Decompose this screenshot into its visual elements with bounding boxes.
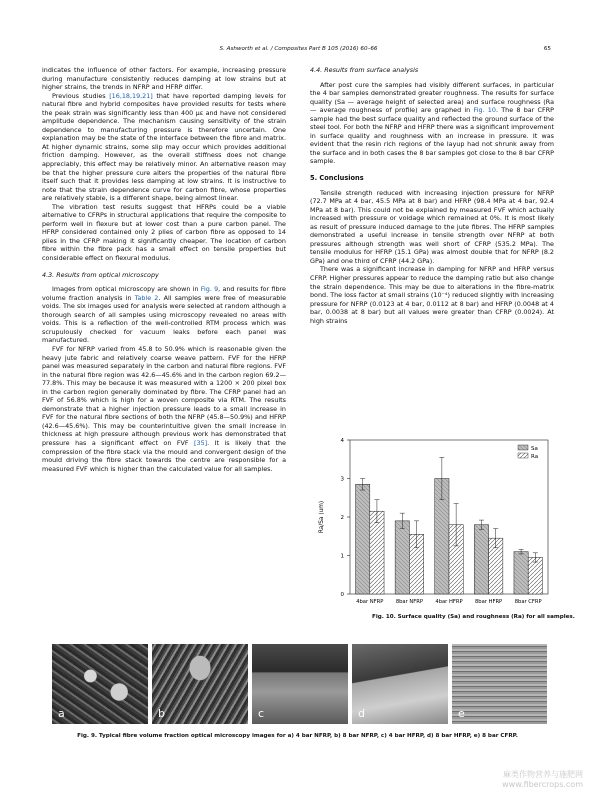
image-label: d xyxy=(358,707,365,720)
legend-swatch-sa xyxy=(518,445,528,450)
image-label: b xyxy=(158,707,165,720)
y-axis-label: Ra/Sa (um) xyxy=(319,500,325,534)
x-tick-label: 8bar HFRP xyxy=(475,599,503,605)
y-tick-label: 0 xyxy=(340,592,344,598)
citation-link[interactable]: [16,18,19,21] xyxy=(109,91,153,100)
x-tick-label: 8bar NFRP xyxy=(395,599,423,605)
paragraph: Tensile strength reduced with increasing injection pressure for NFRP (72.7 MPa at 4 bar, 45.5 MPa at 8 bar) and HFRP (98.4 MPa at 4 bar, 92.4 MPa at 8 bar). This could not be explained by measured FVF which actually increased with pressure or voidage which remained at 0%. It is most likely as result of pressure induced damage to the jute fibres. The HFRP samples demonstrated a useful increase in tensile strength over NFRP at both pressures although strength was well short of CFRP (535.2 MPa). The tensile modulus for HFRP (15.1 GPa) was almost double that for NFRP (8.2 GPa) and one third of CFRP (44.2 GPa). xyxy=(310,188,554,265)
microscopy-image-d xyxy=(352,644,448,724)
running-title: S. Ashworth et al. / Composites Part B 105 (2016) 60–66 xyxy=(219,46,378,52)
x-tick-label: 4bar HFRP xyxy=(435,599,463,605)
bar-sa xyxy=(474,525,488,594)
microscopy-image-a xyxy=(52,644,148,724)
table-link[interactable]: Table 2 xyxy=(134,293,159,302)
microscopy-image-strip xyxy=(52,644,547,724)
image-label: c xyxy=(258,707,265,720)
surface-quality-chart xyxy=(310,432,555,607)
watermark xyxy=(502,770,583,790)
legend-label: Ra xyxy=(531,454,539,460)
watermark-line: www.fibercrops.com xyxy=(502,780,583,789)
paragraph: Previous studies [16,18,19,21] that have reported damping levels for natural fibre and hybrid composites have provided results for tests where the peak strain was significantly less than 400 µε and have not considered amplitude dependence. The mechanism causing sensitivity of the strain dependence to manufacturing pressure is therefore uncertain. One explanation may be the state of the interface between the fibre and matrix. At higher dynamic strains, some slip may occur which provides additional friction damping. However, as the overall stiffness does not change appreciably, this effect may be relatively minor. An alternative reason may be that the higher pressure cure alters the properties of the natural fibre itself such that it provides less damping at low strains. It is instructive to note that the strain dependence curve for carbon fibre, whose properties are relatively stable, is a different shape, being almost linear. xyxy=(42,91,286,203)
section-heading: 4.3. Results from optical microscopy xyxy=(42,270,159,279)
microscopy-image-e xyxy=(452,644,547,724)
citation-link[interactable]: [35] xyxy=(194,438,208,447)
bar-sa xyxy=(395,521,409,594)
paragraph: FVF for NFRP varied from 45.8 to 50.9% which is reasonable given the heavy jute fabric and relatively coarse weave pattern. FVF for the HFRP panel was measured separately in the carbon and natural fibre regions. FVF in the natural fibre region was 42.6—45.6% and in the carbon region 69.2—77.8%. This may be because it was measured with a 1200 × 200 pixel box in the carbon region generally dominated by fibre. The CFRP panel had an FVF of 56.8% which is high for a woven composite via RTM. The results demonstrate that a higher injection pressure leads to a small increase in FVF for the natural fibre sections of both the NFRP (45.8—50.9%) and HFRP (42.6—45.6%). This may be counterintuitive given the small increase in thickness at high pressure although previous work has demonstrated that pressure has a significant effect on FVF [35]. It is likely that the compression of the fibre stack via the mould and convergent design of the mould driving the fibre stack towards the centre are responsible for a measured FVF which is higher than the calculated value for all samples. xyxy=(42,344,286,473)
figure-10-caption: Fig. 10. Surface quality (Sa) and roughness (Ra) for all samples. xyxy=(372,614,575,620)
page-number: 65 xyxy=(543,46,551,52)
microscopy-image-b xyxy=(152,644,248,724)
legend-label: Sa xyxy=(531,446,538,452)
paragraph: indicates the influence of other factors. For example, increasing pressure during manufacture consistently reduces damping at low strains but at higher strains, the trends in NFRP and HFRP differ. xyxy=(42,66,286,92)
image-label: a xyxy=(58,707,65,720)
section-heading: 4.4. Results from surface analysis xyxy=(310,66,419,74)
y-tick-label: 3 xyxy=(340,476,344,483)
section-heading: 5. Conclusions xyxy=(310,174,364,183)
legend-swatch-ra xyxy=(518,453,528,458)
microscopy-image-c xyxy=(252,644,348,724)
y-tick-label: 4 xyxy=(340,438,344,444)
paragraph: After post cure the samples had visibly different surfaces, in particular the 4 bar samples demonstrated greater roughness. The results for surface quality (Sa — average height of selected area) and surface roughness (Ra — average roughness of profile) are graphed in Fig. 10. The 8 bar CFRP sample had the best surface quality and reflected the ground surface of the steel tool. For both the NFRP and HFRP there was a significant improvement in surface quality and roughness with an increase in pressure. It was evident that the resin rich regions of the layup had not shrunk away from the surface and in both cases the 8 bar samples got close to the 8 bar CFRP sample. xyxy=(310,80,554,166)
right-column xyxy=(310,66,554,325)
y-tick-label: 1 xyxy=(340,553,344,560)
running-header xyxy=(46,46,551,58)
figure-link[interactable]: Fig. 9 xyxy=(200,285,219,294)
figure-9-caption: Fig. 9. Typical fibre volume fraction optical microscopy images for a) 4 bar NFRP, b) 8 bar NFRP, c) 4 bar HFRP, d) 8 bar HFRP, e) 8 bar CFRP. xyxy=(77,733,518,739)
figure-link[interactable]: Fig. 10 xyxy=(473,106,496,115)
paragraph: Images from optical microscopy are shown in Fig. 9, and results for fibre volume fraction analysis in Table 2. All samples were free of measurable voids. The six images used for analysis were selected at random although a thorough search of all samples using microscopy revealed no areas with voids. This is a reflection of the well-controlled RTM process which was scrupulously checked for vacuum leaks before each panel was manufactured. xyxy=(42,285,286,345)
watermark-line: 麻类作物营养与施肥网 xyxy=(503,770,583,779)
bar-sa xyxy=(356,484,370,594)
y-tick-label: 2 xyxy=(340,515,344,521)
left-column xyxy=(42,66,286,473)
image-label: e xyxy=(458,707,465,720)
bar-sa xyxy=(514,552,528,594)
paragraph: The vibration test results suggest that HFRPs could be a viable alternative to CFRPs in structural applications that require the composite to perform well in flexure but at lower cost than a pure carbon panel. The HFRP considered contained only 2 plies of carbon fibre as opposed to 14 plies in the CFRP making it significantly cheaper. The location of carbon fibre within the fibre pack has a small effect on tensile properties but considerable effect on flexural modulus. xyxy=(42,202,286,263)
chart-svg xyxy=(310,432,555,607)
x-tick-label: 8bar CFRP xyxy=(514,599,542,605)
x-tick-label: 4bar NFRP xyxy=(356,599,384,605)
bar-ra xyxy=(528,557,542,594)
paragraph: There was a significant increase in damping for NFRP and HFRP versus CFRP. Higher pressures appear to reduce the damping ratio but also change the strain dependence. This may be due to alterations in the fibre-matrix bond. The loss factor at small strains (10⁻⁴) reduced slightly with increasing pressure for NFRP (0.0123 at 4 bar, 0.0112 at 8 bar) and HFRP (0.0048 at 4 bar, 0.0038 at 8 bar) but all values were greater than CFRP (0.0024). At high strains xyxy=(310,265,554,325)
bar-ra xyxy=(370,511,384,594)
